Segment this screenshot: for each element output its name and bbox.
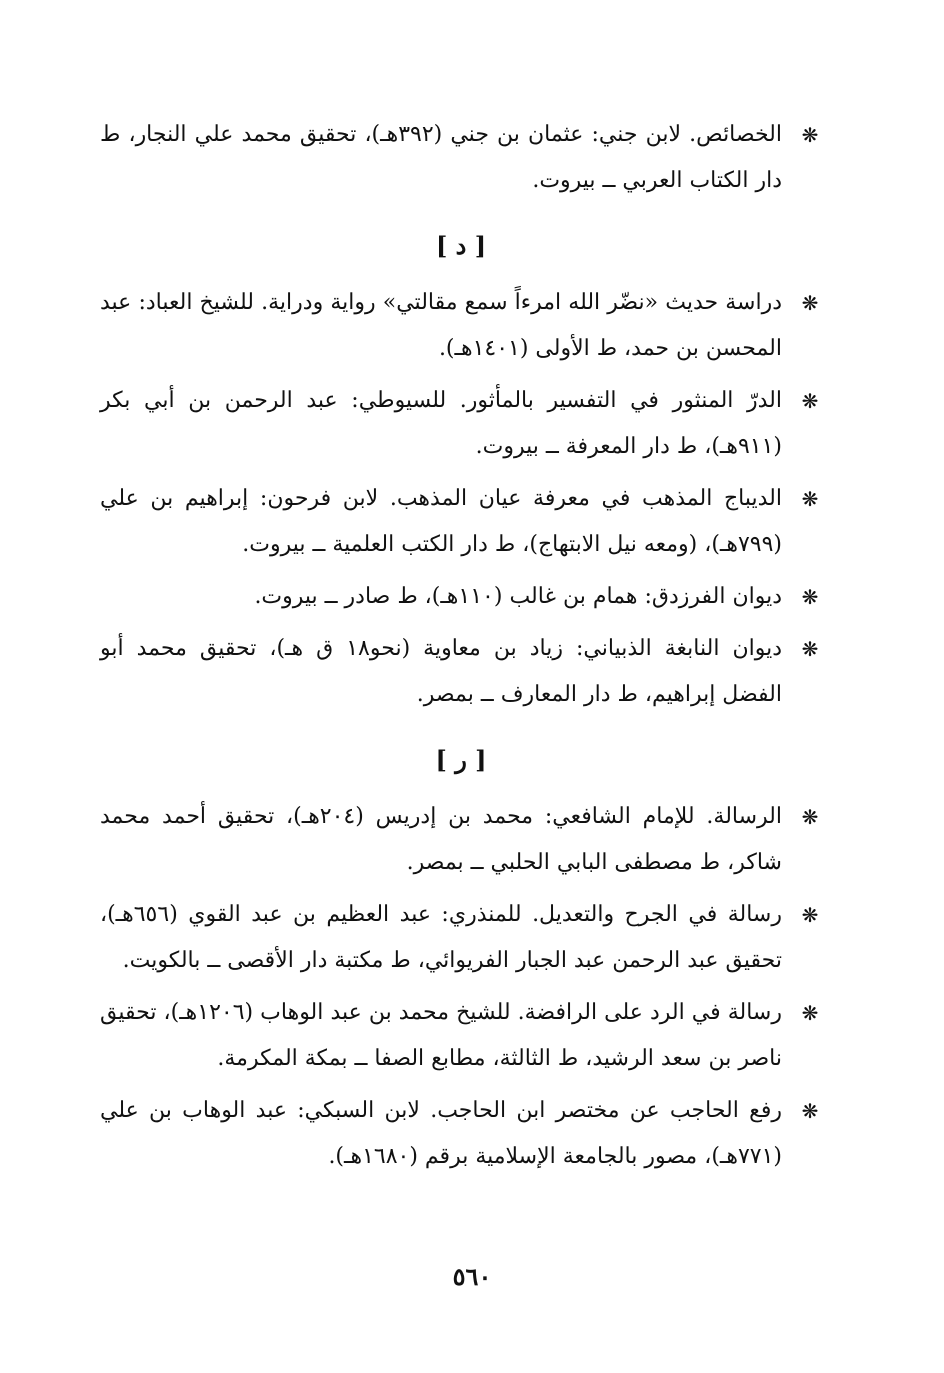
section-heading-ra: [ ر ] <box>435 745 487 774</box>
bullet-icon: ❋ <box>801 123 819 147</box>
bibliography-entry <box>100 378 822 470</box>
bibliography-entry <box>100 1088 822 1180</box>
bibliography-page <box>100 112 822 1186</box>
bibliography-entry <box>100 892 822 984</box>
page-number: ٥٦٠ <box>452 1262 492 1291</box>
bibliography-entry <box>100 476 822 568</box>
bullet-icon: ❋ <box>801 637 819 661</box>
bullet-icon: ❋ <box>801 1099 819 1123</box>
entry-text: ديوان النابغة الذبياني: زياد بن معاوية (نحو١٨ ق هـ)، تحقيق محمد أبو الفضل إبراهيم، ط دار المعارف ــ بمصر. <box>100 636 783 707</box>
entry-text: الدرّ المنثور في التفسير بالمأثور. للسيوطي: عبد الرحمن بن أبي بكر (٩١١هـ)، ط دار المعرفة ــ بيروت. <box>100 388 782 459</box>
bullet-icon: ❋ <box>801 487 819 511</box>
bibliography-entry <box>100 626 822 718</box>
section-heading-dal: [ د ] <box>435 231 487 260</box>
entry-text: رسالة في الرد على الرافضة. للشيخ محمد بن عبد الوهاب (١٢٠٦هـ)، تحقيق ناصر بن سعد الرشيد، ط الثالثة، مطابع الصفا ــ بمكة المكرمة. <box>100 1000 782 1071</box>
entry-text: الخصائص. لابن جني: عثمان بن جني (٣٩٢هـ)، تحقيق محمد علي النجار، ط دار الكتاب العربي ــ بيروت. <box>100 122 782 193</box>
bibliography-entry <box>100 112 822 204</box>
bibliography-entry <box>100 574 822 620</box>
entry-text: ديوان الفرزدق: همام بن غالب (١١٠هـ)، ط صادر ــ بيروت. <box>254 584 782 609</box>
bullet-icon: ❋ <box>801 585 819 609</box>
bullet-icon: ❋ <box>801 389 819 413</box>
entry-text: الرسالة. للإمام الشافعي: محمد بن إدريس (٢٠٤هـ)، تحقيق أحمد محمد شاكر، ط مصطفى البابي الحلبي ــ بمصر. <box>100 804 782 875</box>
bibliography-entry <box>100 280 822 372</box>
bullet-icon: ❋ <box>801 903 819 927</box>
bullet-icon: ❋ <box>801 805 819 829</box>
bullet-icon: ❋ <box>801 1001 819 1025</box>
entry-text: الديباج المذهب في معرفة عيان المذهب. لابن فرحون: إبراهيم بن علي (٧٩٩هـ)، (ومعه نيل الابتهاج)، ط دار الكتب العلمية ــ بيروت. <box>100 486 782 557</box>
entry-text: رفع الحاجب عن مختصر ابن الحاجب. لابن السبكي: عبد الوهاب بن علي (٧٧١هـ)، مصور بالجامعة الإسلامية برقم (١٦٨٠هـ). <box>100 1098 782 1169</box>
entry-text: رسالة في الجرح والتعديل. للمنذري: عبد العظيم بن عبد القوي (٦٥٦هـ)، تحقيق عبد الرحمن عبد الجبار الفريوائي، ط مكتبة دار الأقصى ــ بالكويت. <box>100 902 782 973</box>
bibliography-entry <box>100 990 822 1082</box>
bullet-icon: ❋ <box>801 291 819 315</box>
bibliography-entry <box>100 794 822 886</box>
entry-text: دراسة حديث «نضّر الله امرءاً سمع مقالتي» رواية ودراية. للشيخ العباد: عبد المحسن بن حمد، ط الأولى (١٤٠١هـ). <box>100 290 782 361</box>
